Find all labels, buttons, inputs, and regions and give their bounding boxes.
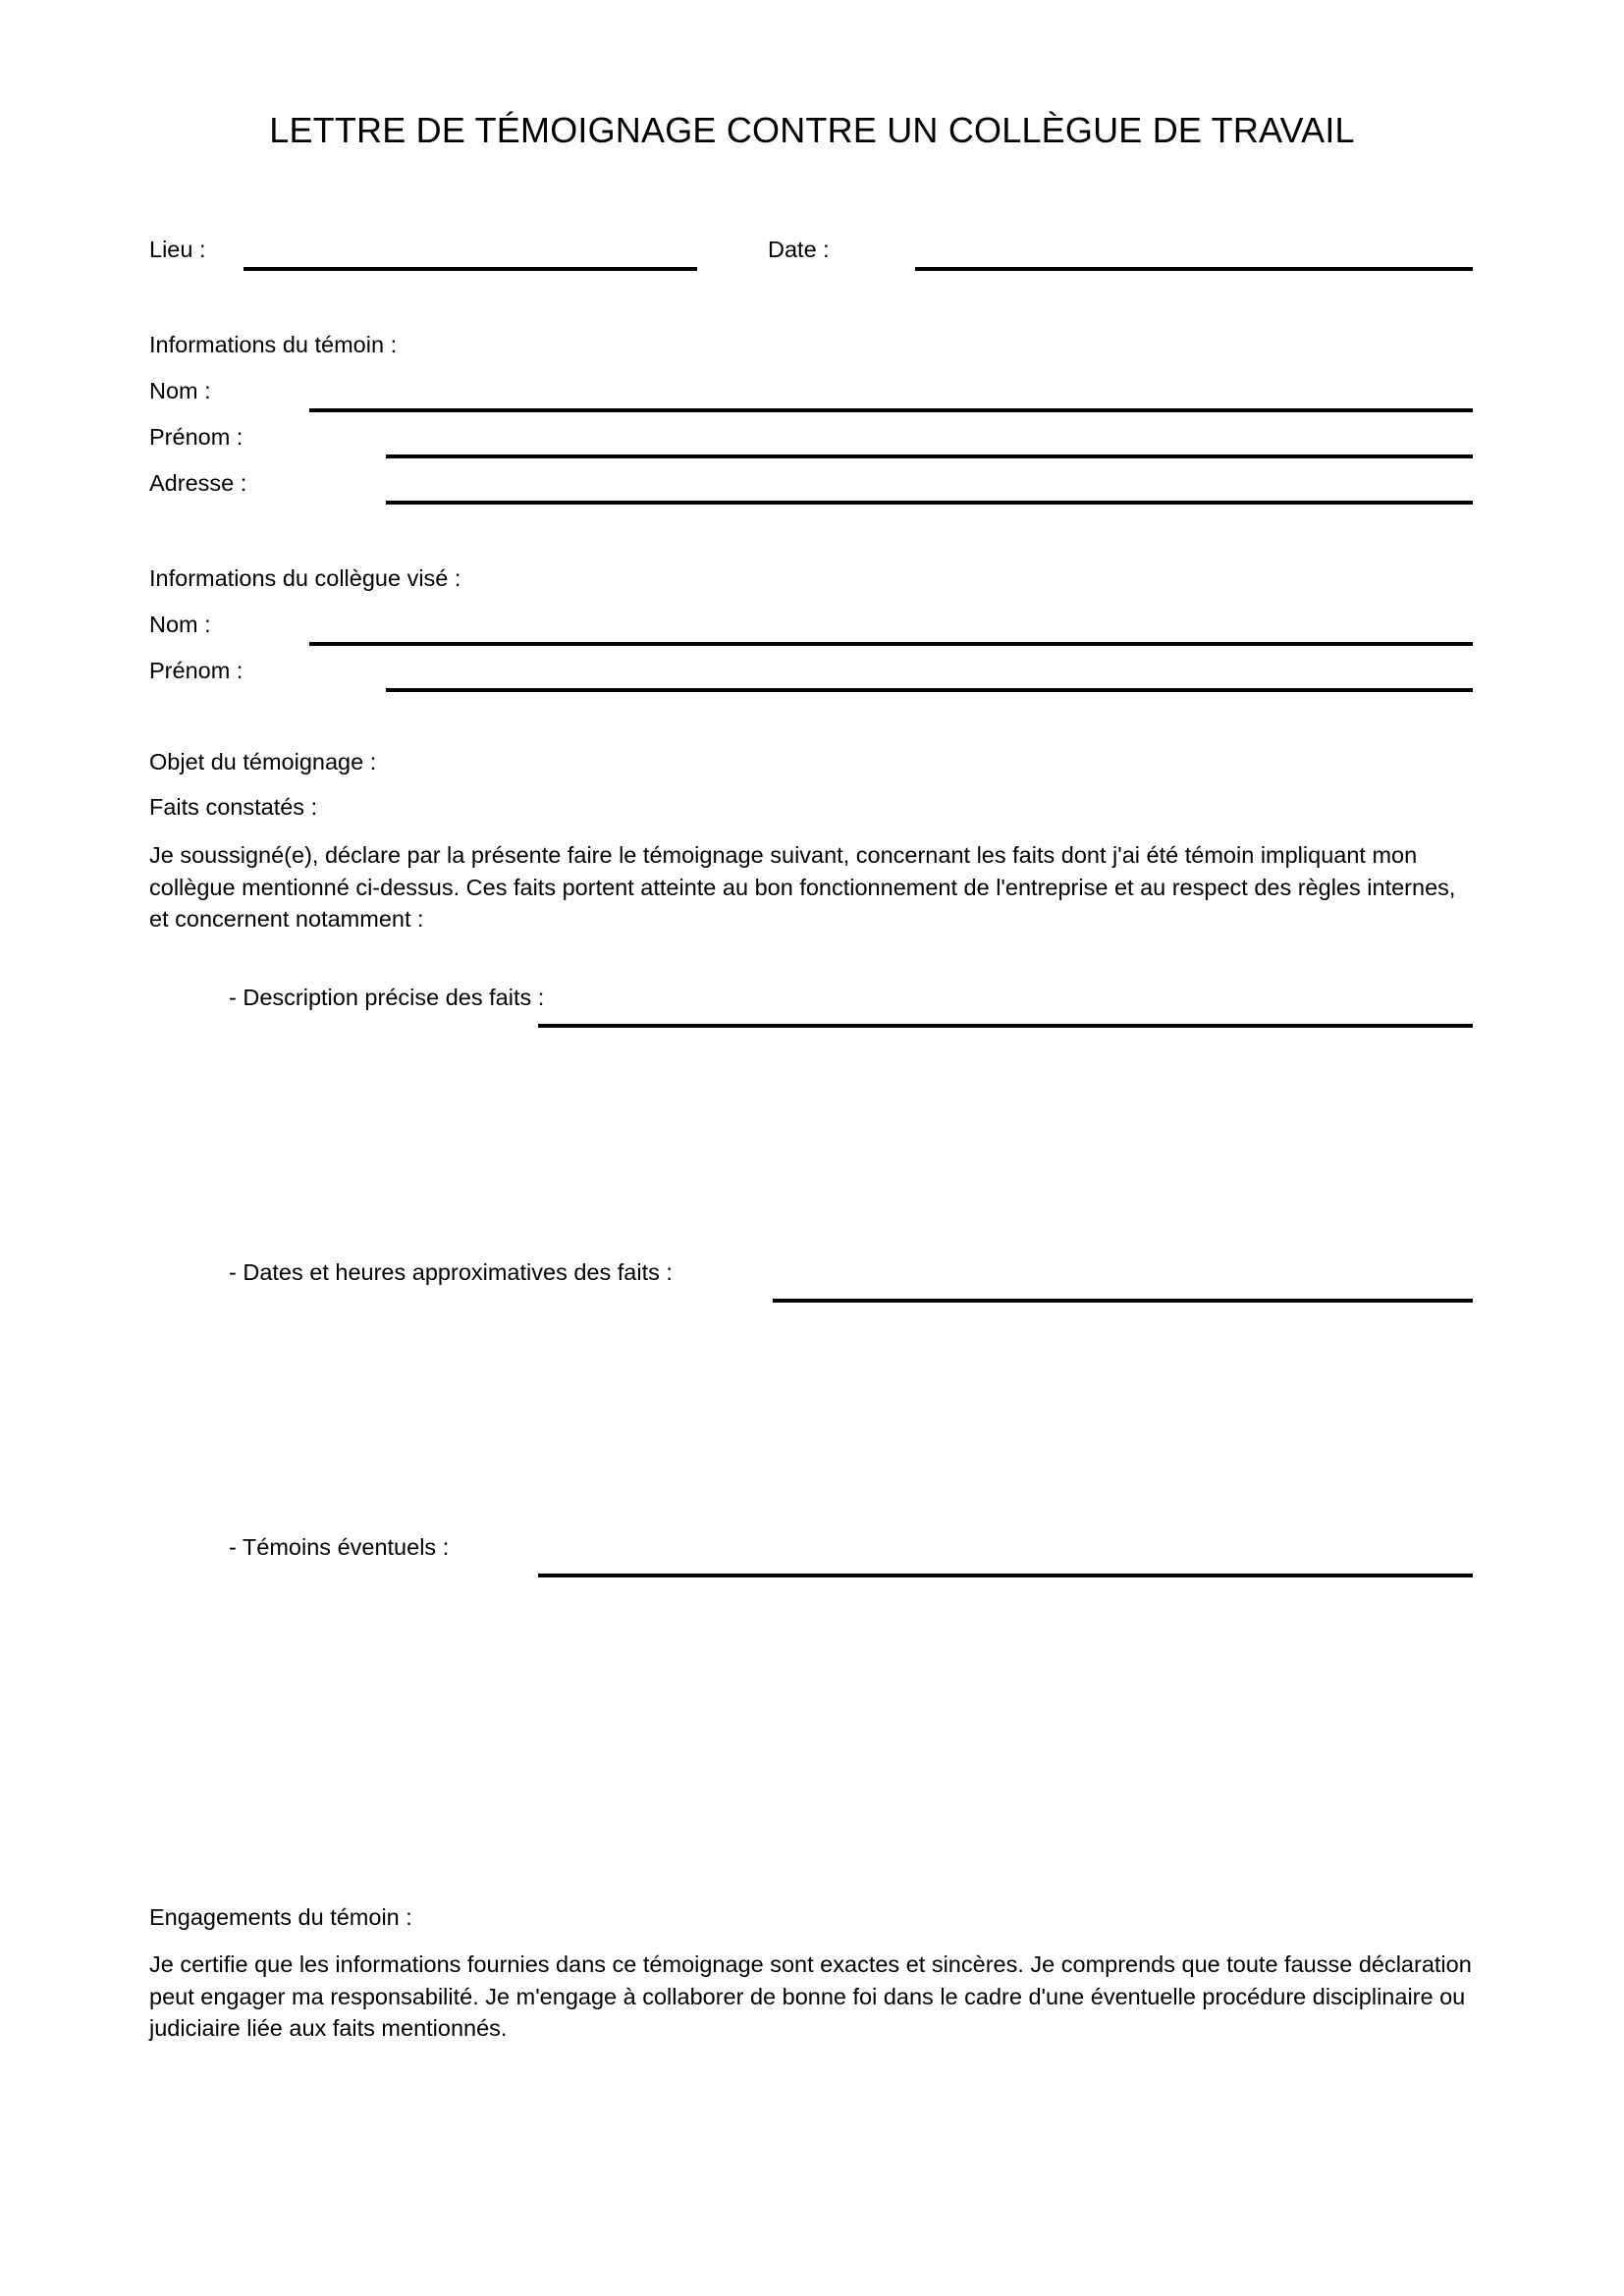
- testimony-item-description-input-rule[interactable]: [538, 1024, 1473, 1028]
- witness-adresse-label: Adresse :: [149, 470, 247, 496]
- testimony-item-dates-label: - Dates et heures approximatives des faits :: [229, 1259, 673, 1285]
- lieu-input-rule[interactable]: [244, 267, 697, 271]
- testimony-item-dates-input-rule[interactable]: [773, 1299, 1473, 1303]
- colleague-prenom-label: Prénom :: [149, 658, 244, 683]
- lieu-label: Lieu :: [149, 237, 206, 262]
- commitments-paragraph: Je certifie que les informations fournies dans ce témoignage sont exactes et sincères. Je comprends que toute fausse déclaration peut engager ma responsabilité. Je m'engage à collaborer de bonne foi dans le cadre d'une éventuelle procédure disciplinaire ou judiciaire liée aux faits mentionnés.: [149, 1951, 1472, 2041]
- witness-nom-label: Nom :: [149, 378, 211, 403]
- commitments-section-heading: Engagements du témoin :: [149, 1904, 412, 1930]
- witness-prenom-input-rule[interactable]: [386, 454, 1473, 458]
- colleague-section-heading: Informations du collègue visé :: [149, 565, 461, 591]
- page-title: LETTRE DE TÉMOIGNAGE CONTRE UN COLLÈGUE DE TRAVAIL: [269, 110, 1355, 150]
- date-input-rule[interactable]: [915, 267, 1473, 271]
- witness-nom-input-rule[interactable]: [309, 408, 1473, 412]
- colleague-nom-label: Nom :: [149, 612, 211, 637]
- colleague-nom-input-rule[interactable]: [309, 642, 1473, 646]
- colleague-prenom-input-rule[interactable]: [386, 688, 1473, 692]
- testimony-intro-paragraph: Je soussigné(e), déclare par la présente faire le témoignage suivant, concernant les faits dont j'ai été témoin impliquant mon collègue mentionné ci-dessus. Ces faits portent atteinte au bon fonctionnement de l'entreprise et au respect des règles internes, et concernent notamment :: [149, 842, 1456, 932]
- testimony-item-witnesses-input-rule[interactable]: [538, 1574, 1473, 1577]
- witness-prenom-label: Prénom :: [149, 424, 244, 450]
- testimony-object-heading: Objet du témoignage :: [149, 749, 377, 774]
- witness-section-heading: Informations du témoin :: [149, 332, 398, 357]
- testimony-item-witnesses-label: - Témoins éventuels :: [229, 1534, 450, 1560]
- testimony-item-description-label: - Description précise des faits :: [229, 985, 545, 1010]
- witness-adresse-input-rule[interactable]: [386, 501, 1473, 505]
- testimony-facts-heading: Faits constatés :: [149, 794, 318, 820]
- date-label: Date :: [768, 237, 830, 262]
